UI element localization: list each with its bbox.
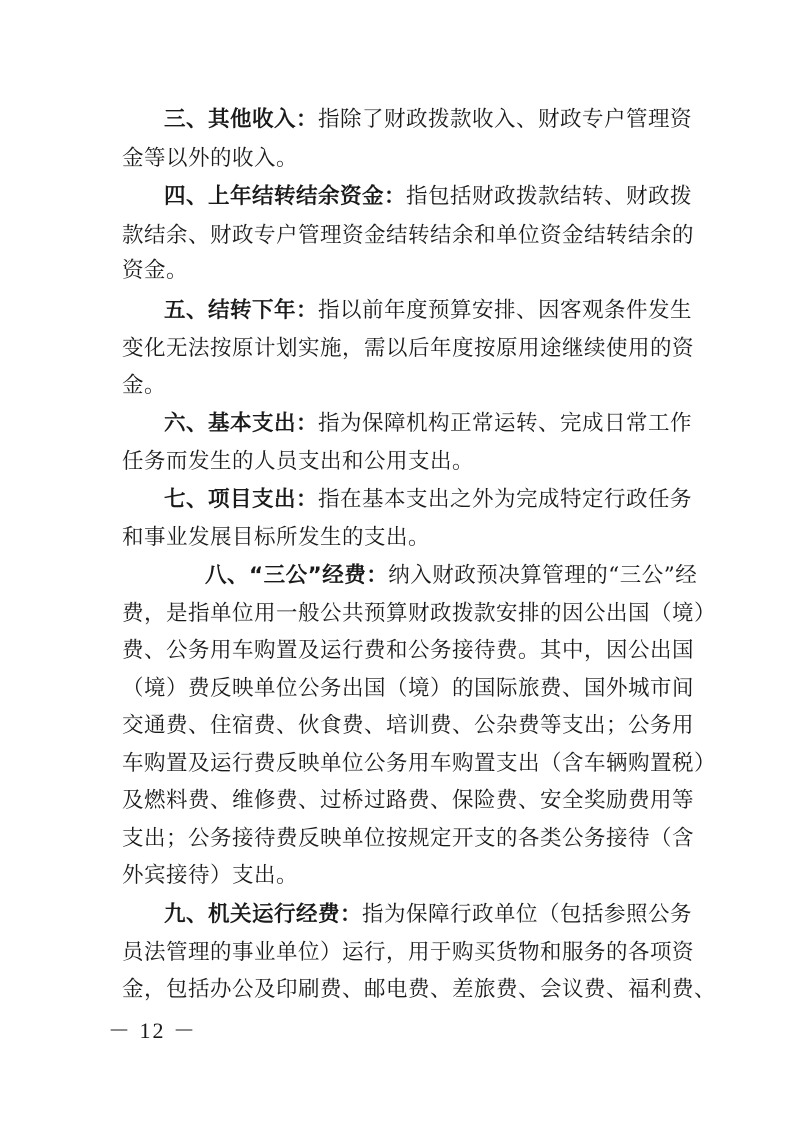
paragraph-line: 金，包括办公及印刷费、邮电费、差旅费、会议费、福利费、 [122,977,717,1002]
paragraph-carryover-funds-line-1 [164,183,692,211]
paragraph-basic-expenditure-line-1 [164,410,692,438]
paragraph-line: 费，是指单位用一般公共预算财政拨款安排的因公出国（境） [122,601,717,626]
paragraph-project-expenditure-line-1 [164,486,692,514]
paragraph-carry-forward-line-1 [164,297,692,325]
paragraph-line: 费、公务用车购置及运行费和公务接待费。其中，因公出国 [122,638,695,663]
paragraph-line: （境）费反映单位公务出国（境）的国际旅费、国外城市间 [122,676,695,701]
paragraph-text: 指在基本支出之外为完成特定行政任务 [318,487,693,512]
paragraph-text: 纳入财政预决算管理的“三公”经 [388,563,698,588]
paragraph-lead: 七、项目支出： [164,487,319,512]
paragraph-lead: 六、基本支出： [164,411,319,436]
paragraph-line: 和事业发展目标所发生的支出。 [122,525,431,550]
paragraph-lead: 四、上年结转结余资金： [164,184,407,209]
paragraph-three-public-expenses-line-1 [205,562,697,590]
paragraph-line: 及燃料费、维修费、过桥过路费、保险费、安全奖励费用等 [122,788,695,813]
paragraph-line: 金。 [122,373,167,398]
paragraph-line: 车购置及运行费反映单位公务用车购置支出（含车辆购置税） [122,751,717,776]
paragraph-line: 资金。 [122,258,189,283]
page-number: － 12 － [108,1018,198,1043]
paragraph-lead: 三、其他收入： [164,107,319,132]
paragraph-line: 员法管理的事业单位）运行，用于购买货物和服务的各项资 [122,940,695,965]
paragraph-text: 指除了财政拨款收入、财政专户管理资 [318,107,693,132]
paragraph-text: 指以前年度预算安排、因客观条件发生 [318,298,693,323]
paragraph-line: 款结余、财政专户管理资金结转结余和单位资金结转结余的 [122,223,695,248]
paragraph-text: 指为保障机构正常运转、完成日常工作 [318,411,693,436]
paragraph-line: 交通费、住宿费、伙食费、培训费、公杂费等支出；公务用 [122,713,695,738]
paragraph-line: 支出；公务接待费反映单位按规定开支的各类公务接待（含 [122,826,695,851]
paragraph-line: 金等以外的收入。 [122,146,299,171]
paragraph-line: 外宾接待）支出。 [122,863,299,888]
paragraph-line: 任务而发生的人员支出和公用支出。 [122,449,475,474]
paragraph-lead: 八、“三公”经费： [205,563,389,588]
paragraph-lead: 九、机关运行经费： [164,902,363,927]
paragraph-agency-operating-funds-line-1 [164,901,692,929]
paragraph-text: 指包括财政拨款结转、财政拨 [406,184,693,209]
paragraph-other-income-line-1 [164,106,692,134]
paragraph-lead: 五、结转下年： [164,298,319,323]
paragraph-line: 变化无法按原计划实施，需以后年度按原用途继续使用的资 [122,336,695,361]
paragraph-text: 指为保障行政单位（包括参照公务 [362,902,693,927]
